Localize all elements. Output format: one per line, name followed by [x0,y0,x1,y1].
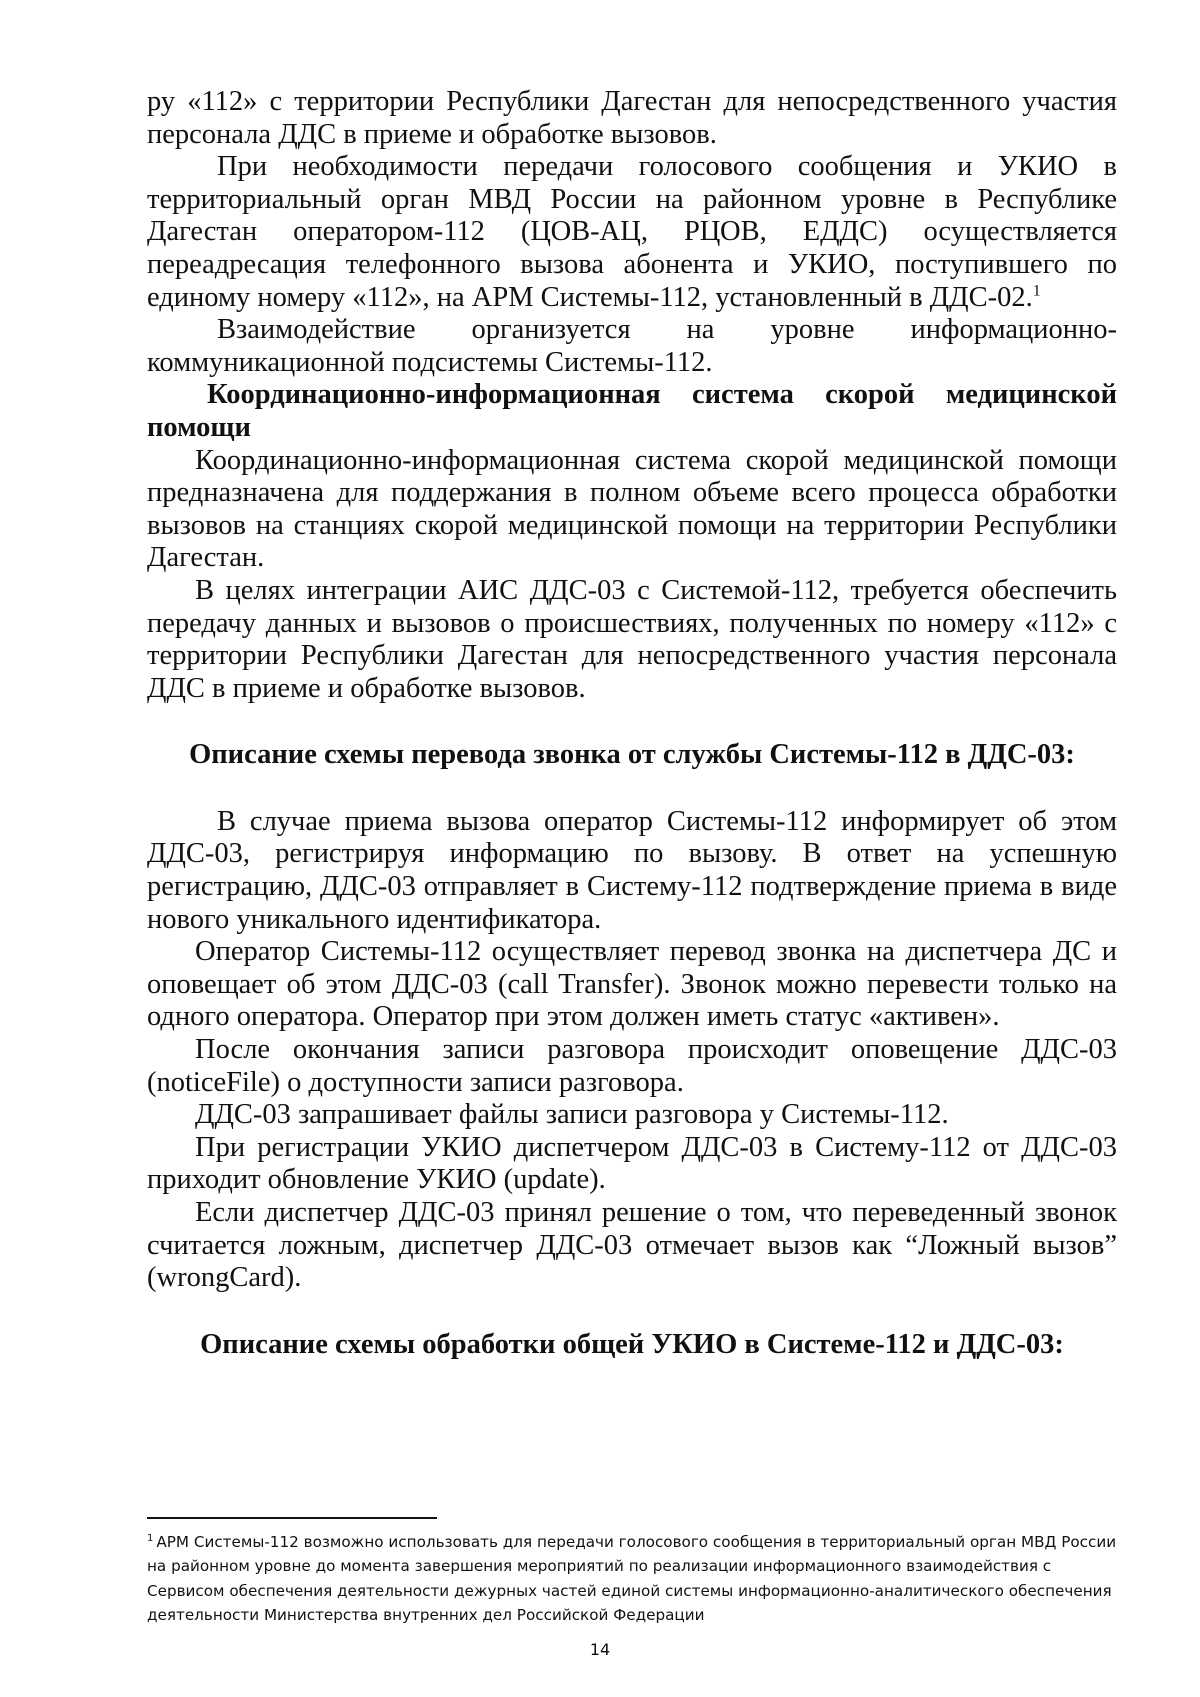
paragraph-6: В случае приема вызова оператор Системы-112 информирует об этом ДДС-03, регистрируя информацию по вызову. В ответ на успешную регистрацию, ДДС-03 отправляет в Систему-112 подтверждение приема в виде нового уникального идентификатора. [147,805,1117,935]
paragraph-2-text: При необходимости передачи голосового сообщения и УКИО в территориальный орган МВД России на районном уровне в Республике Дагестан оператором-112 (ЦОВ-АЦ, РЦОВ, ЕДДС) осуществляется переадресация телефонного вызова абонента и УКИО, поступившего по единому номеру «112», на АРМ Системы-112, установленный в ДДС-02. [147,151,1117,313]
paragraph-8: После окончания записи разговора происходит оповещение ДДС-03 (noticeFile) о доступности записи разговора. [147,1034,1117,1098]
paragraph-9: ДДС-03 запрашивает файлы записи разговора у Системы-112. [195,1099,949,1131]
paragraph-4: Координационно-информационная система скорой медицинской помощи предназначена для поддержания в полном объеме всего процесса обработки вызовов на станциях скорой медицинской помощи на территории Республики Дагестан. [147,444,1117,574]
paragraph-10: При регистрации УКИО диспетчером ДДС-03 в Систему-112 от ДДС-03 приходит обновление УКИО (update). [147,1131,1117,1196]
paragraph-3: Взаимодействие организуется на уровне информационно-коммуникационной подсистемы Системы-112. [147,314,1117,378]
paragraph-11: Если диспетчер ДДС-03 принял решение о том, что переведенный звонок считается ложным, диспетчер ДДС-03 отмечает вызов как “Ложный вызов” (wrongCard). [147,1197,1117,1294]
footnote [147,1530,1117,1627]
main-text [147,86,1117,1361]
footnote-divider [147,1517,437,1519]
paragraph-1: ру «112» с территории Республики Дагестан для непосредственного участия персонала ДДС в приеме и обработке вызовов. [147,86,1117,150]
footnote-text: АРМ Системы-112 возможно использовать для передачи голосового сообщения в территориальный орган МВД России на районном уровне до момента завершения мероприятий по реализации информационного взаимодействия с Сервисом обеспечения деятельности дежурных частей единой системы информационно-аналитического обеспечения деятельности Министерства внутренних дел Российской Федерации [147,1533,1117,1624]
paragraph-7: Оператор Системы-112 осуществляет перевод звонка на диспетчера ДС и оповещает об этом ДДС-03 (call Transfer). Звонок можно перевести только на одного оператора. Оператор при этом должен иметь статус «активен». [147,936,1117,1033]
section-heading-common-ukio: Описание схемы обработки общей УКИО в Системе-112 и ДДС-03: [200,1328,1064,1360]
page-number: 14 [589,1640,611,1659]
footnote-marker: 1 [147,1532,154,1544]
section-heading-call-transfer: Описание схемы перевода звонка от службы Системы-112 в ДДС-03: [189,739,1075,771]
section-heading-ambulance-system: Координационно-информационная система скорой медицинской помощи [147,379,1117,443]
footnote-reference[interactable]: 1 [1032,282,1041,300]
paragraph-2 [147,151,1117,314]
paragraph-5: В целях интеграции АИС ДДС-03 с Системой-112, требуется обеспечить передачу данных и вызовов о происшествиях, полученных по номеру «112» с территории Республики Дагестан для непосредственного участия персонала ДДС в приеме и обработке вызовов. [147,574,1117,704]
